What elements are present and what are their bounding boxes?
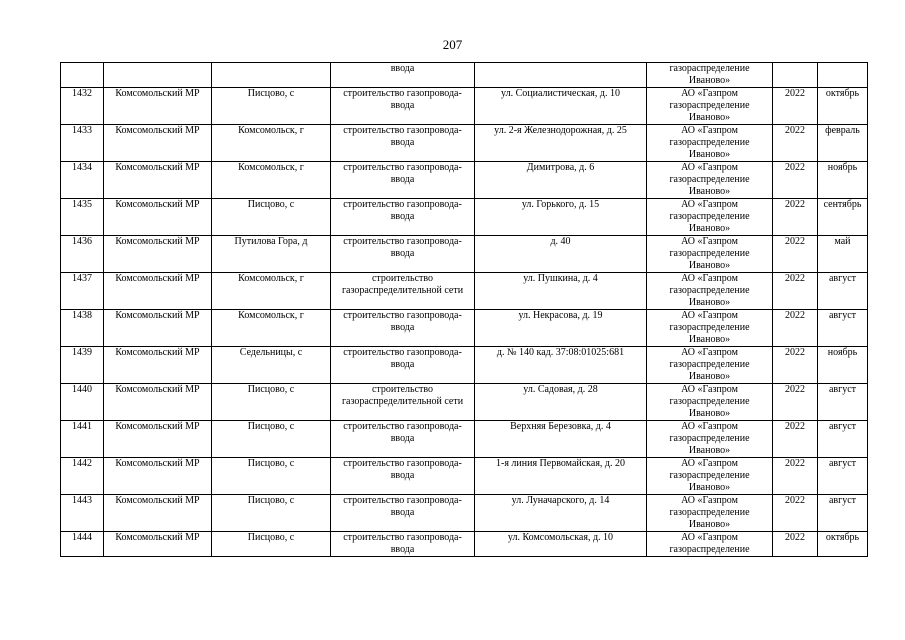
- work-text: строительство газопровода-: [343, 421, 462, 432]
- table-row: [61, 310, 868, 347]
- org-text: АО «Газпром: [681, 236, 738, 247]
- cell-month: [818, 384, 868, 421]
- org-text: Иваново»: [688, 260, 731, 271]
- org-text: Иваново»: [688, 482, 731, 493]
- locality-text: Писцово, с: [247, 384, 295, 395]
- cell-num: [61, 310, 104, 347]
- address-text: ул. Некрасова, д. 19: [518, 310, 603, 321]
- cell-org: [647, 88, 773, 125]
- cell-locality: [212, 63, 331, 88]
- month-text: май: [834, 236, 851, 247]
- work-text: строительство газопровода-: [343, 347, 462, 358]
- org-text: Иваново»: [688, 149, 731, 160]
- cell-address: [475, 199, 647, 236]
- org-text: газораспределение: [669, 359, 750, 370]
- org-text: АО «Газпром: [681, 384, 738, 395]
- table-row: [61, 162, 868, 199]
- org-text: АО «Газпром: [681, 199, 738, 210]
- locality-text: Писцово, с: [247, 421, 295, 432]
- month-text: август: [828, 421, 857, 432]
- work-text: ввода: [390, 507, 415, 518]
- month-text: август: [828, 273, 857, 284]
- org-text: Иваново»: [688, 186, 731, 197]
- cell-month: [818, 495, 868, 532]
- cell-district: [104, 495, 212, 532]
- work-text: ввода: [390, 322, 415, 333]
- address-text: ул. Пушкина, д. 4: [523, 273, 598, 284]
- org-line: газораспределение: [669, 63, 750, 74]
- cell-month: [818, 347, 868, 384]
- cell-work: [331, 310, 475, 347]
- table-row: [61, 199, 868, 236]
- org-text: АО «Газпром: [681, 347, 738, 358]
- cell-year: [773, 310, 818, 347]
- cell-address: [475, 236, 647, 273]
- org-text: Иваново»: [688, 371, 731, 382]
- cell-month: [818, 310, 868, 347]
- org-text: Иваново»: [688, 408, 731, 419]
- num-text: 1432: [72, 88, 92, 99]
- cell-district: [104, 125, 212, 162]
- year-text: 2022: [785, 532, 805, 543]
- year-text: 2022: [785, 421, 805, 432]
- cell-year: [773, 125, 818, 162]
- cell-locality: [212, 236, 331, 273]
- cell-work: [331, 63, 475, 88]
- year-text: 2022: [785, 310, 805, 321]
- num-text: 1440: [72, 384, 92, 395]
- district-text: Комсомольский МР: [115, 236, 200, 247]
- cell-district: [104, 458, 212, 495]
- work-text: ввода: [390, 359, 415, 370]
- cell-work: [331, 236, 475, 273]
- cell-org: [647, 421, 773, 458]
- work-text: строительство газопровода-: [343, 532, 462, 543]
- table-row: [61, 532, 868, 557]
- num-text: 1436: [72, 236, 92, 247]
- cell-num: [61, 88, 104, 125]
- cell-work: [331, 347, 475, 384]
- locality-text: Писцово, с: [247, 458, 295, 469]
- org-text: газораспределение: [669, 174, 750, 185]
- work-text: ввода: [390, 248, 415, 259]
- cell-year: [773, 162, 818, 199]
- org-text: газораспределение: [669, 544, 750, 555]
- work-text: строительство газопровода-: [343, 88, 462, 99]
- cell-district: [104, 384, 212, 421]
- cell-org: [647, 532, 773, 557]
- cell-locality: [212, 125, 331, 162]
- cell-year: [773, 384, 818, 421]
- cell-org: [647, 162, 773, 199]
- cell-address: [475, 88, 647, 125]
- table-row: [61, 495, 868, 532]
- address-text: д. № 140 кад. 37:08:01025:681: [496, 347, 625, 358]
- cell-district: [104, 63, 212, 88]
- org-text: Иваново»: [688, 223, 731, 234]
- cell-org: [647, 199, 773, 236]
- cell-num: [61, 63, 104, 88]
- org-text: АО «Газпром: [681, 310, 738, 321]
- district-text: Комсомольский МР: [115, 347, 200, 358]
- cell-locality: [212, 199, 331, 236]
- locality-text: Комсомольск, г: [238, 162, 304, 173]
- month-text: сентябрь: [823, 199, 862, 210]
- cell-work: [331, 125, 475, 162]
- cell-num: [61, 384, 104, 421]
- work-text: ввода: [390, 137, 415, 148]
- cell-district: [104, 162, 212, 199]
- address-text: ул. Социалистическая, д. 10: [501, 88, 620, 99]
- cell-month: [818, 273, 868, 310]
- cell-locality: [212, 347, 331, 384]
- org-text: АО «Газпром: [681, 88, 738, 99]
- cell-num: [61, 199, 104, 236]
- cell-locality: [212, 495, 331, 532]
- org-text: газораспределение: [669, 322, 750, 333]
- table-row: [61, 421, 868, 458]
- address-text: ул. Комсомольская, д. 10: [507, 532, 614, 543]
- address-text: Димитрова, д. 6: [526, 162, 595, 173]
- address-text: ул. Луначарского, д. 14: [511, 495, 610, 506]
- district-text: Комсомольский МР: [115, 88, 200, 99]
- org-text: газораспределение: [669, 470, 750, 481]
- work-text: газораспределительной сети: [341, 396, 464, 407]
- cell-num: [61, 532, 104, 557]
- month-text: август: [828, 384, 857, 395]
- org-text: газораспределение: [669, 211, 750, 222]
- cell-num: [61, 421, 104, 458]
- num-text: 1438: [72, 310, 92, 321]
- cell-locality: [212, 458, 331, 495]
- cell-address: [475, 63, 647, 88]
- address-text: ул. 2-я Железнодорожная, д. 25: [494, 125, 627, 136]
- cell-year: [773, 88, 818, 125]
- org-text: Иваново»: [688, 334, 731, 345]
- cell-org: [647, 310, 773, 347]
- cell-work: [331, 162, 475, 199]
- cell-locality: [212, 532, 331, 557]
- locality-text: Путилова Гора, д: [234, 236, 308, 247]
- cell-address: [475, 384, 647, 421]
- address-text: Верхняя Березовка, д. 4: [510, 421, 611, 432]
- cell-work: [331, 532, 475, 557]
- cell-year: [773, 347, 818, 384]
- work-text: газораспределительной сети: [341, 285, 464, 296]
- table-body: [61, 63, 868, 557]
- district-text: Комсомольский МР: [115, 532, 200, 543]
- cell-month: [818, 63, 868, 88]
- cell-address: [475, 495, 647, 532]
- org-text: газораспределение: [669, 285, 750, 296]
- cell-month: [818, 532, 868, 557]
- org-text: АО «Газпром: [681, 421, 738, 432]
- cell-work: [331, 273, 475, 310]
- cell-address: [475, 458, 647, 495]
- cell-year: [773, 236, 818, 273]
- locality-text: Комсомольск, г: [238, 125, 304, 136]
- address-text: ул. Горького, д. 15: [521, 199, 600, 210]
- org-text: газораспределение: [669, 433, 750, 444]
- month-text: ноябрь: [827, 162, 858, 173]
- num-text: 1441: [72, 421, 92, 432]
- num-text: 1437: [72, 273, 92, 284]
- work-text: строительство газопровода-: [343, 162, 462, 173]
- num-text: 1433: [72, 125, 92, 136]
- cell-address: [475, 532, 647, 557]
- work-text: ввода: [390, 470, 415, 481]
- cell-year: [773, 63, 818, 88]
- table-row: [61, 236, 868, 273]
- table-row: [61, 347, 868, 384]
- year-text: 2022: [785, 88, 805, 99]
- cell-num: [61, 495, 104, 532]
- table-row: [61, 384, 868, 421]
- month-text: ноябрь: [827, 347, 858, 358]
- num-text: 1442: [72, 458, 92, 469]
- year-text: 2022: [785, 125, 805, 136]
- locality-text: Седельницы, с: [239, 347, 303, 358]
- work-text: ввода: [390, 433, 415, 444]
- cell-year: [773, 273, 818, 310]
- cell-address: [475, 273, 647, 310]
- cell-year: [773, 421, 818, 458]
- cell-district: [104, 236, 212, 273]
- work-line: ввода: [390, 63, 415, 74]
- org-text: газораспределение: [669, 396, 750, 407]
- work-text: строительство газопровода-: [343, 125, 462, 136]
- year-text: 2022: [785, 199, 805, 210]
- org-text: АО «Газпром: [681, 458, 738, 469]
- cell-locality: [212, 88, 331, 125]
- work-text: строительство газопровода-: [343, 495, 462, 506]
- work-text: строительство газопровода-: [343, 199, 462, 210]
- org-text: АО «Газпром: [681, 162, 738, 173]
- district-text: Комсомольский МР: [115, 495, 200, 506]
- district-text: Комсомольский МР: [115, 458, 200, 469]
- locality-text: Комсомольск, г: [238, 273, 304, 284]
- cell-locality: [212, 421, 331, 458]
- month-text: февраль: [825, 125, 860, 136]
- locality-text: Писцово, с: [247, 532, 295, 543]
- org-text: газораспределение: [669, 248, 750, 259]
- cell-year: [773, 458, 818, 495]
- table-row: [61, 458, 868, 495]
- district-text: Комсомольский МР: [115, 162, 200, 173]
- month-text: август: [828, 310, 857, 321]
- cell-district: [104, 199, 212, 236]
- num-text: 1444: [72, 532, 92, 543]
- table-row: [61, 88, 868, 125]
- org-text: Иваново»: [688, 297, 731, 308]
- work-text: строительство газопровода-: [343, 458, 462, 469]
- cell-month: [818, 236, 868, 273]
- cell-num: [61, 273, 104, 310]
- month-text: октябрь: [825, 88, 860, 99]
- locality-text: Комсомольск, г: [238, 310, 304, 321]
- locality-text: Писцово, с: [247, 88, 295, 99]
- org-text: газораспределение: [669, 507, 750, 518]
- cell-locality: [212, 273, 331, 310]
- page-number: 207: [442, 37, 463, 52]
- locality-text: Писцово, с: [247, 199, 295, 210]
- cell-org: [647, 125, 773, 162]
- cell-address: [475, 421, 647, 458]
- org-line: Иваново»: [688, 75, 731, 86]
- cell-year: [773, 495, 818, 532]
- num-text: 1439: [72, 347, 92, 358]
- cell-district: [104, 347, 212, 384]
- cell-month: [818, 125, 868, 162]
- address-text: 1-я линия Первомайская, д. 20: [495, 458, 626, 469]
- month-text: август: [828, 495, 857, 506]
- address-text: ул. Садовая, д. 28: [523, 384, 598, 395]
- cell-month: [818, 199, 868, 236]
- district-text: Комсомольский МР: [115, 421, 200, 432]
- district-text: Комсомольский МР: [115, 310, 200, 321]
- cell-work: [331, 384, 475, 421]
- table-row: [61, 125, 868, 162]
- cell-org: [647, 495, 773, 532]
- org-text: АО «Газпром: [681, 495, 738, 506]
- org-text: Иваново»: [688, 112, 731, 123]
- work-text: ввода: [390, 544, 415, 555]
- cell-month: [818, 162, 868, 199]
- work-text: ввода: [390, 211, 415, 222]
- continuation-row: [61, 63, 868, 88]
- org-text: Иваново»: [688, 445, 731, 456]
- address-text: д. 40: [550, 236, 571, 247]
- month-text: октябрь: [825, 532, 860, 543]
- cell-month: [818, 458, 868, 495]
- cell-org: [647, 347, 773, 384]
- org-text: АО «Газпром: [681, 125, 738, 136]
- cell-district: [104, 273, 212, 310]
- num-text: 1443: [72, 495, 92, 506]
- cell-num: [61, 236, 104, 273]
- cell-address: [475, 310, 647, 347]
- org-text: газораспределение: [669, 100, 750, 111]
- work-text: ввода: [390, 100, 415, 111]
- org-text: Иваново»: [688, 519, 731, 530]
- year-text: 2022: [785, 495, 805, 506]
- org-text: газораспределение: [669, 137, 750, 148]
- cell-locality: [212, 162, 331, 199]
- year-text: 2022: [785, 347, 805, 358]
- year-text: 2022: [785, 273, 805, 284]
- district-text: Комсомольский МР: [115, 125, 200, 136]
- cell-work: [331, 495, 475, 532]
- work-text: строительство газопровода-: [343, 310, 462, 321]
- district-text: Комсомольский МР: [115, 273, 200, 284]
- cell-locality: [212, 310, 331, 347]
- work-text: строительство: [371, 384, 434, 395]
- cell-num: [61, 458, 104, 495]
- cell-work: [331, 88, 475, 125]
- cell-work: [331, 458, 475, 495]
- district-text: Комсомольский МР: [115, 199, 200, 210]
- year-text: 2022: [785, 458, 805, 469]
- cell-org: [647, 236, 773, 273]
- cell-address: [475, 347, 647, 384]
- cell-year: [773, 199, 818, 236]
- cell-year: [773, 532, 818, 557]
- cell-work: [331, 199, 475, 236]
- cell-district: [104, 421, 212, 458]
- year-text: 2022: [785, 384, 805, 395]
- cell-org: [647, 384, 773, 421]
- table-row: [61, 273, 868, 310]
- cell-address: [475, 162, 647, 199]
- num-text: 1435: [72, 199, 92, 210]
- cell-org: [647, 458, 773, 495]
- work-text: ввода: [390, 174, 415, 185]
- cell-month: [818, 421, 868, 458]
- year-text: 2022: [785, 162, 805, 173]
- num-text: 1434: [72, 162, 92, 173]
- org-text: АО «Газпром: [681, 273, 738, 284]
- cell-address: [475, 125, 647, 162]
- cell-num: [61, 162, 104, 199]
- work-text: строительство: [371, 273, 434, 284]
- cell-num: [61, 125, 104, 162]
- cell-district: [104, 310, 212, 347]
- gasification-table: [60, 62, 868, 557]
- cell-district: [104, 532, 212, 557]
- cell-month: [818, 88, 868, 125]
- cell-org: [647, 273, 773, 310]
- org-text: АО «Газпром: [681, 532, 738, 543]
- cell-org: [647, 63, 773, 88]
- cell-locality: [212, 384, 331, 421]
- month-text: август: [828, 458, 857, 469]
- locality-text: Писцово, с: [247, 495, 295, 506]
- work-text: строительство газопровода-: [343, 236, 462, 247]
- cell-num: [61, 347, 104, 384]
- district-text: Комсомольский МР: [115, 384, 200, 395]
- cell-work: [331, 421, 475, 458]
- cell-district: [104, 88, 212, 125]
- year-text: 2022: [785, 236, 805, 247]
